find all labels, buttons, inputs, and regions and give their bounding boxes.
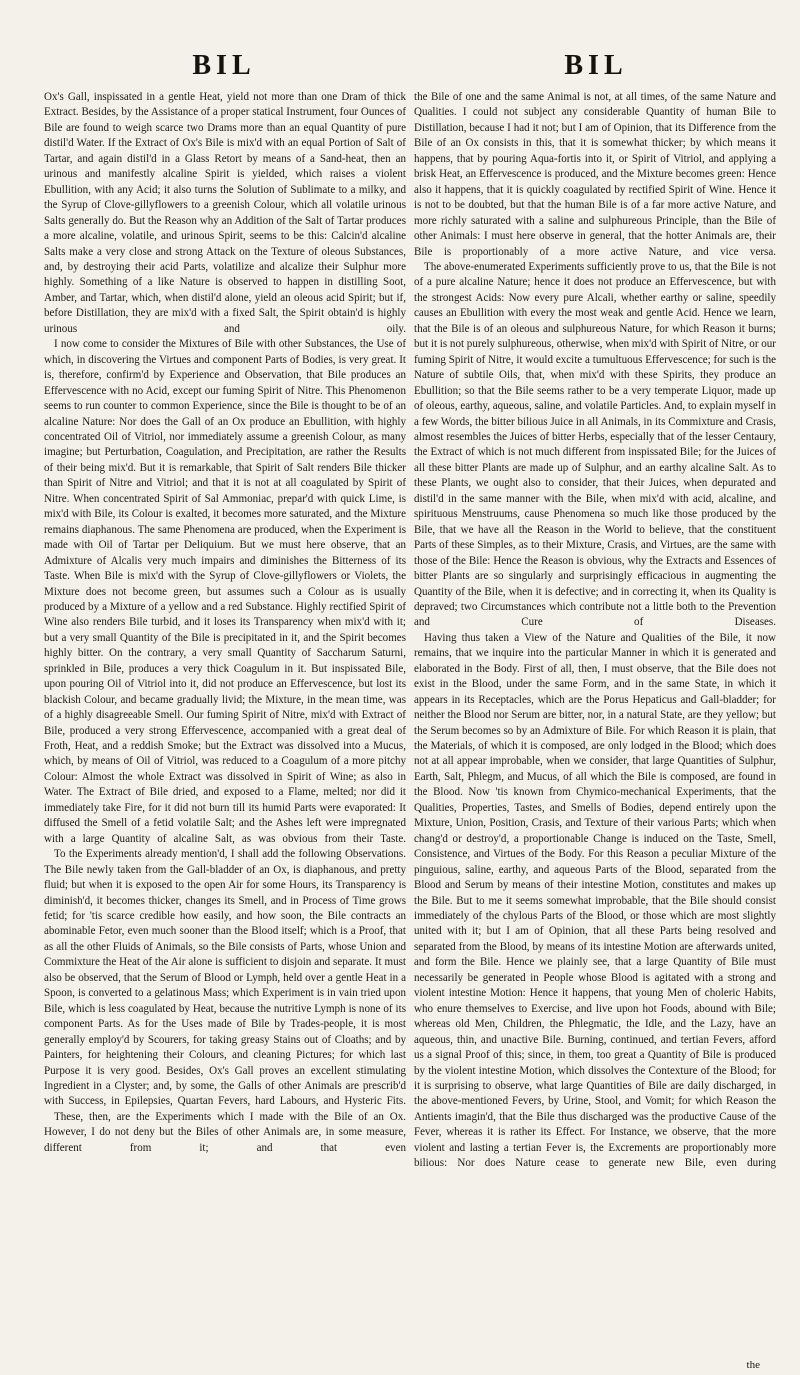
left-paragraph: I now come to consider the Mixtures of Bile with other Substances, the Use of which, in discovering the Virtues and component Parts of Bodies, is very great. It is, therefore, confirm'd by Experience and Observation, that Bile produces an Effervescence with no Acid, except our fuming Spirit of Nitre. This Phenomenon seems to run counter to common Experience, since the Bile is thought to be of an alcaline Nature: Nor does the Gall of an Ox produce an Ebullition, with highly concentrated Oil of Vitriol, nor immediately assume a greenish Colour, as many imagine; but Perturbation, Coagulation, and Precipitation, are rather the Results of their being mix'd. But it is remarkable, that Spirit of Salt renders Bile thicker than Spirit of Nitre and Vitriol; and that it is not at all coagulated by Spirit of Nitre. When concentrated Spirit of Sal Ammoniac, prepar'd with quick Lime, is mix'd with Bile, its Colour is exalted, it becomes more saturated, and the Mixture remains diaphanous. The same Phenomena are produced, when the Experiment is made with Oil of Tartar per Deliquium. But we must here observe, that an Admixture of Alcalis very much impairs and diminishes the Bitterness of its Taste. When Bile is mix'd with the Syrup of Clove-gillyflowers or Violets, the Mixture does not become green, but assumes such a Colour as is usually produced by a Mixture of a yellow and a red Substance. Highly rectified Spirit of Wine also renders Bile turbid, and it loses its Transparency when mix'd with it; but a very small Quantity of the Bile is precipitated in it, and the Spirit becomes highly bitter. On the contrary, a very small Quantity of Saccharum Saturni, sprinkled in Bile, produces a very thick Coagulum in it. But inspissated Bile, upon pouring Oil of Vitriol into it, did not produce an Effervescence, but lost its blackish Colour, and became gradually livid; the Mixture, in the mean time, was of a highly disagreeable Smell. Our fuming Spirit of Nitre, mix'd with Extract of Bile, produced a very strong Effervescence, accompanied with a great deal of Froth, Heat, and a reddish Smoke; but the Extract was dissolved into a Mucus, which, by means of Oil of Vitriol, was reduced to a Coagulum of a more pitchy Colour: Almost the whole Extract was dissolved in Spirit of Wine; as also in Water. The Extract of Bile dried, and exposed to a Flame, melted; nor did it immediately take Fire, for it did not burn till its humid Parts were evaporated: It diffused the Smell of a fetid volatile Salt; and the Ashes left were impregnated with a large Quantity of alcaline Salt, as was obvious from their Taste. <box>44 338 406 845</box>
left-paragraph: These, then, are the Experiments which I made with the Bile of an Ox. However, I do not deny but the Biles of other Animals are, in some measure, different from it; and that even <box>44 1110 406 1154</box>
left-paragraph: To the Experiments already mention'd, I shall add the following Observations. The Bile newly taken from the Gall-bladder of an Ox, is diaphanous, and pretty fluid; but when it is exposed to the open Air for some Hours, its Transparency is diminish'd, it becomes thicker, changes its Smell, and in Process of Time grows fetid; for 'tis scarce credible how easily, and how soon, the Bile contracts an abominable Fetor, even much sooner than the Blood itself; which is a Proof, that as all the other Fluids of Animals, so the Bile consists of Parts, whose Union and Commixture the Heat of the Air alone is sufficient to disjoin and separate. It must also be observed, that the Serum of Blood or Lymph, held over a gentle Heat in a Spoon, is converted to a gelatinous Mass; which Experiment is in vain tried upon Bile, which is less coagulated by Heat, because the nutritive Lymph is none of its component Parts. As for the Uses made of Bile by Trades-people, it is most generally employ'd by Scourers, for taking greasy Stains out of Cloaths; and by Painters, for heightening their Colours, and cleaning Pictures; for which last Purpose it is very good. Besides, Ox's Gall proves an excellent stimulating Ingredient in a Clyster; and, by some, the Galls of other Animals are prescrib'd with Success, in Epilepsies, Quartan Fevers, hard Labours, and Hysteric Fits. <box>44 848 406 1108</box>
left-paragraph: Ox's Gall, inspissated in a gentle Heat, yield not more than one Dram of thick Extract. Besides, by the Assistance of a proper statical Instrument, four Ounces of Bile are found to weigh scarce two Drams more than an equal Quantity of pure distil'd Water. If the Extract of Ox's Bile is mix'd with an equal Portion of Salt of Tartar, and again distil'd in a Glass Retort by means of a Sand-heat, then an urinous and manifestly alcaline Spirit is yielded, which raises a violent Ebullition, with any Acid; it also turns the Solution of Sublimate to a milky, and the Syrup of Clove-gillyflowers to a greenish Colour, which all volatile urinous Salts generally do. But the Reason why an Addition of the Salt of Tartar produces a more alcaline, volatile, and urinous Spirit, seems to be this: Calcin'd alcaline Salts make a very close and strong Attack on the Texture of oleous Substances, and, by destroying their acid Parts, volatilize and alcalize their Sulphur more highly. Something of a like Nature is observed to happen in distilling Soot, Amber, and Tartar, which, when distil'd alone, yield an oleous acid Spirit; but if, before Distillation, they are mix'd with a fixed Salt, the Spirit obtain'd is highly urinous and oily. <box>44 91 406 335</box>
catchword: the <box>746 1359 760 1371</box>
left-column <box>44 90 406 1355</box>
right-running-head: BIL <box>564 50 628 81</box>
right-paragraph: The above-enumerated Experiments sufficiently prove to us, that the Bile is not of a pure alcaline Nature; hence it does not produce an Effervescence, but with the strongest Acids: Now every pure Alcali, whether earthy or saline, speedily causes an Ebullition with every the most weak and gentle Acid. Hence we learn, that the Bile is of an oleous and sulphureous Nature, for which Reason it burns; but it is not purely sulphureous, otherwise, when mix'd with Spirit of Nitre, or our fuming Spirit of Nitre, it would excite a tumultuous Effervescence; for such is the Nature of subtile Oils, that, when mix'd with these Spirits, they produce an Ebullition; so that the Bile seems rather to be a very temperate Liquor, made up of oleous, earthy, aqueous, saline, and volatile Particles. And, to explain myself in a few Words, the bitter bilious Juice in all Animals, in its Commixture and Crasis, almost resembles the Juices of bitter Herbs, especially that of the lesser Centaury, the Extract of which is not much different from inspissated Bile; for the Juices of all these bitter Plants are made up of Sulphur, and an earthy alcaline Salt. As to these Plants, we ought also to consider, that their Juices, when depurated and distil'd in the same manner with the Bile, when mix'd with acid, alcaline, and spirituous Menstruums, cause Phenomena so much like those produced by the Bile, that we have all the Reason in the World to believe, that the constituent Parts of these Simples, as to their Mixture, Crasis, and Virtues, are the same with those of the Bile: Hence the Reason is obvious, why the Extracts and Essences of bitter Plants are so singularly and surprisingly efficacious in augmenting the Quantity of the Bile, when it is defective; and in correcting it, when its Quality is depraved; two Circumstances which contribute not a little both to the Prevention and Cure of Diseases. <box>414 260 776 629</box>
right-paragraph: the Bile of one and the same Animal is not, at all times, of the same Nature and Qualities. I could not subject any considerable Quantity of human Bile to Distillation, because I had it not; but I am of Opinion, that its Difference from the Bile of an Ox consists in this, that it is somewhat thicker; by which means it happens, that by pouring Aqua-fortis into it, or Spirit of Vitriol, and applying a brisk Heat, an Effervescence is produced, and the Mixture becomes green: Hence also it happens, that it is quickly coagulated by rectified Spirit of Wine. Hence it is not to be doubted, but that the human Bile is of a far more active Nature, and more richly saturated with a saline and sulphureous Principle, than the Bile of other Animals: I must here observe in general, that the hotter Animals are, their Bile is proportionably of a more active Nature, and vice versa. <box>414 91 776 258</box>
right-paragraph: Having thus taken a View of the Nature and Qualities of the Bile, it now remains, that we inquire into the particular Manner in which it is generated and elaborated in the Body. First of all, then, I must observe, that the Bile does not exist in the Blood, under the same Form, and in the same State, in which it appears in its Receptacles, which are the Porus Hepaticus and Gall-bladder; for neither the Blood nor Serum are bitter, nor, in a natural State, are they yellow; but the Serum becomes so by an Admixture of Bile. For which Reason it is plain, that the Materials, of which it is composed, are only lodged in the Blood; which does not at all appear improbable, when we consider, that large Quantities of Sulphur, Earth, Salt, Phlegm, and Mucus, of all which the Bile is composed, are found in the Blood. Now 'tis known from Chymico-mechanical Experiments, that the Qualities, Properties, Tastes, and Smells of Bodies, depend entirely upon the Mixture, Union, Position, Crasis, and Texture of their various Parts; which when chang'd or destroy'd, a proportionable Change is induced on the Taste, Smell, Consistence, and Virtues of the Body. For this Reason a peculiar Mixture of the pinguious, saline, earthy, and aqueous Parts of the Blood, separated from the Blood and Serum by means of their intestine Motion, constitutes and makes up the Bile. But to me it seems somewhat improbable, that the Bile should consist immediately of the chylous Parts of the Blood, or those which are most slightly united with it; but I am of Opinion, that all these Parts being resolved and separated from the Blood, by means of its intestine Motion are afterwards united, and form the Bile. Hence we plainly see, that a large Quantity of Bile must necessarily be generated in People whose Blood is agitated with a strong and violent intestine Motion: Hence it happens, that young Men of choleric Habits, who enure themselves to Exercise, and live upon hot Foods, abound with Bile; whereas old Men, Children, the Phlegmatic, the Idle, and the Lazy, have an aqueous, thin, and unactive Bile. Burning, continued, and tertian Fevers, afford us a signal Proof of this; since, in them, too great a Quantity of Bile is produced by the violent intestine Motion, which dissolves the Contexture of the Blood; for it is surprising to observe, what large Quantities of Bile are daily discharged, in the above-mentioned Fevers, by Urine, Stool, and Vomit; for which Reason the Antients imagin'd, that the Bile thus discharged was the productive Cause of the Fever, whereas it is rather its Effect. For Instance, we observe, that the more violent and lasting a tertian Fever is, the Excrements are proportionably more bilious: Nor does Nature cease to generate new Bile, even during <box>414 631 776 1170</box>
left-running-head: BIL <box>192 50 256 81</box>
running-heads <box>44 50 776 90</box>
text-columns <box>44 90 776 1355</box>
right-column <box>414 90 776 1355</box>
